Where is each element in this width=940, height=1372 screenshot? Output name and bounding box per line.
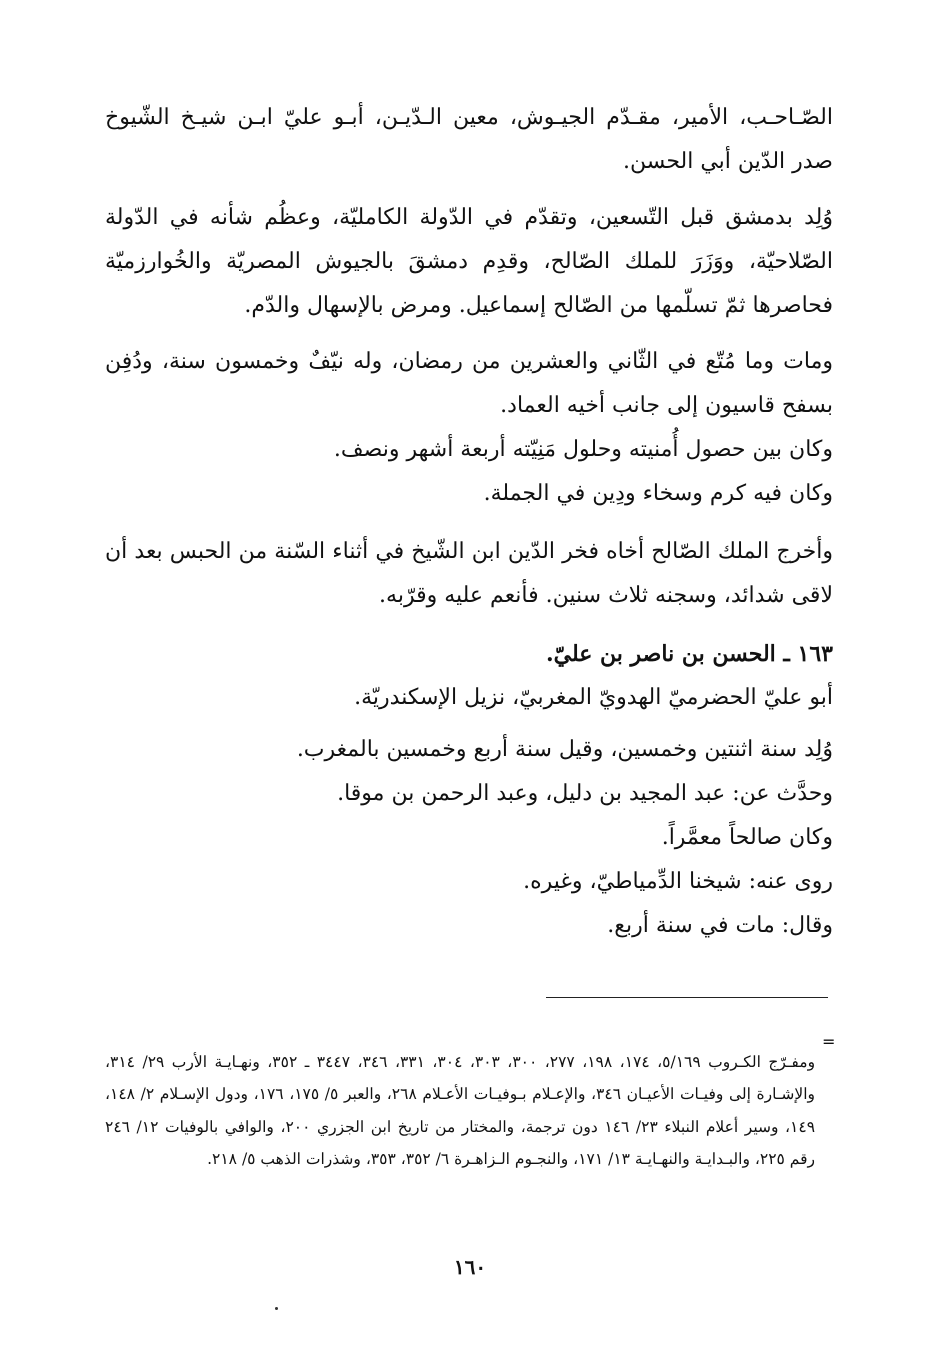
entry-line-teachers: وحدَّث عن: عبد المجيد بن دليل، وعبد الرحمن بن موقا. (337, 781, 833, 806)
entry-nisba: أبو عليّ الحضرميّ الهدويّ المغربيّ، نزيل الإسكندريّة. (354, 685, 833, 710)
footnote-continuation-marker: = (822, 1032, 836, 1051)
paragraph-brother-release: وأخرج الملك الصّالح أخاه فخر الدّين ابن الشّيخ في أثناء السّنة من الحبس بعد أن لاقى شدائد، وسجنه ثلاث سنين. فأنعم عليه وقرّبه. (105, 539, 833, 608)
entry-line-students: روى عنه: شيخنا الدِّمياطيّ، وغيره. (523, 869, 833, 894)
page-number: ١٦٠ (453, 1255, 487, 1279)
paragraph-title-line: الصّـاحـب، الأمير، مقـدّم الجيـوش، معين الـدّيـن، أبـو عليّ ابـن شيـخ الشّيوخ صدر الدّين أبي الحسن. (105, 105, 833, 174)
entry-line-character: وكان صالحاً معمَّراً. (661, 825, 833, 850)
footnote-separator (546, 997, 828, 998)
entry-line-birth: وُلِد سنة اثنتين وخمسين، وقيل سنة أربع وخمسين بالمغرب. (296, 737, 833, 762)
paragraph-birth-career: وُلِد بدمشق قبل التّسعين، وتقدّم في الدّولة الكامليّة، وعظُم شأنه في الدّولة الصّلاحيّة، ووَزَرَ للملك الصّالح، وقدِم دمشقَ بالجيوش المصريّة والخُوارزميّة فحاصرها ثمّ تسلّمها من الصّالح إسماعيل. ومرض بالإسهال والدّم. (105, 205, 833, 318)
scan-speck (275, 1307, 278, 1310)
entry-line-death: وقال: مات في سنة أربع. (607, 913, 833, 938)
entry-heading: ١٦٣ ـ الحسن بن ناصر بن عليّ. (545, 641, 833, 667)
main-text-block (105, 96, 833, 948)
line-wish-death: وكان بين حصول أُمنيته وحلول مَنِيّته أربعة أشهر ونصف. (333, 437, 833, 462)
footnote-text: ومفـرّج الكـروب ٥/١٦٩، ١٧٤، ١٩٨، ٢٧٧، ٣٠٠، ٣٠٣، ٣٠٤، ٣٣١، ٣٤٦، ٣٤٤٧ ـ ٣٥٢، ونهـايـة الأرب ٢٩/ ٣١٤، والإشـارة إلى وفيـات الأعيـان ٣٤٦، والإعـلام بـوفيـات الأعـلام ٢٦٨، والعبر ٥/ ١٧٥، ١٧٦، ودول الإسـلام ٢/ ١٤٨، ١٤٩، وسير أعلام النبلاء ٢٣/ ١٤٦ دون ترجمة، والمختار من تاريخ ابن الجزري ٢٠٠، والوافي بالوفيات ١٢/ ٢٤٦ رقم ٢٢٥، والبـدايـة والنهـايـة ١٣/ ١٧١، والنجـوم الـزاهـرة ٦/ ٣٥٢، ٣٥٣، وشذرات الذهب ٥/ ٢١٨. (105, 1052, 816, 1168)
paragraph-death: ومات وما مُتّع في الثّاني والعشرين من رمضان، وله نيّفٌ وخمسون سنة، ودُفِن بسفح قاسيون إلى جانب أخيه العماد. (105, 349, 833, 418)
line-generosity: وكان فيه كرم وسخاء ودِين في الجملة. (483, 481, 833, 506)
